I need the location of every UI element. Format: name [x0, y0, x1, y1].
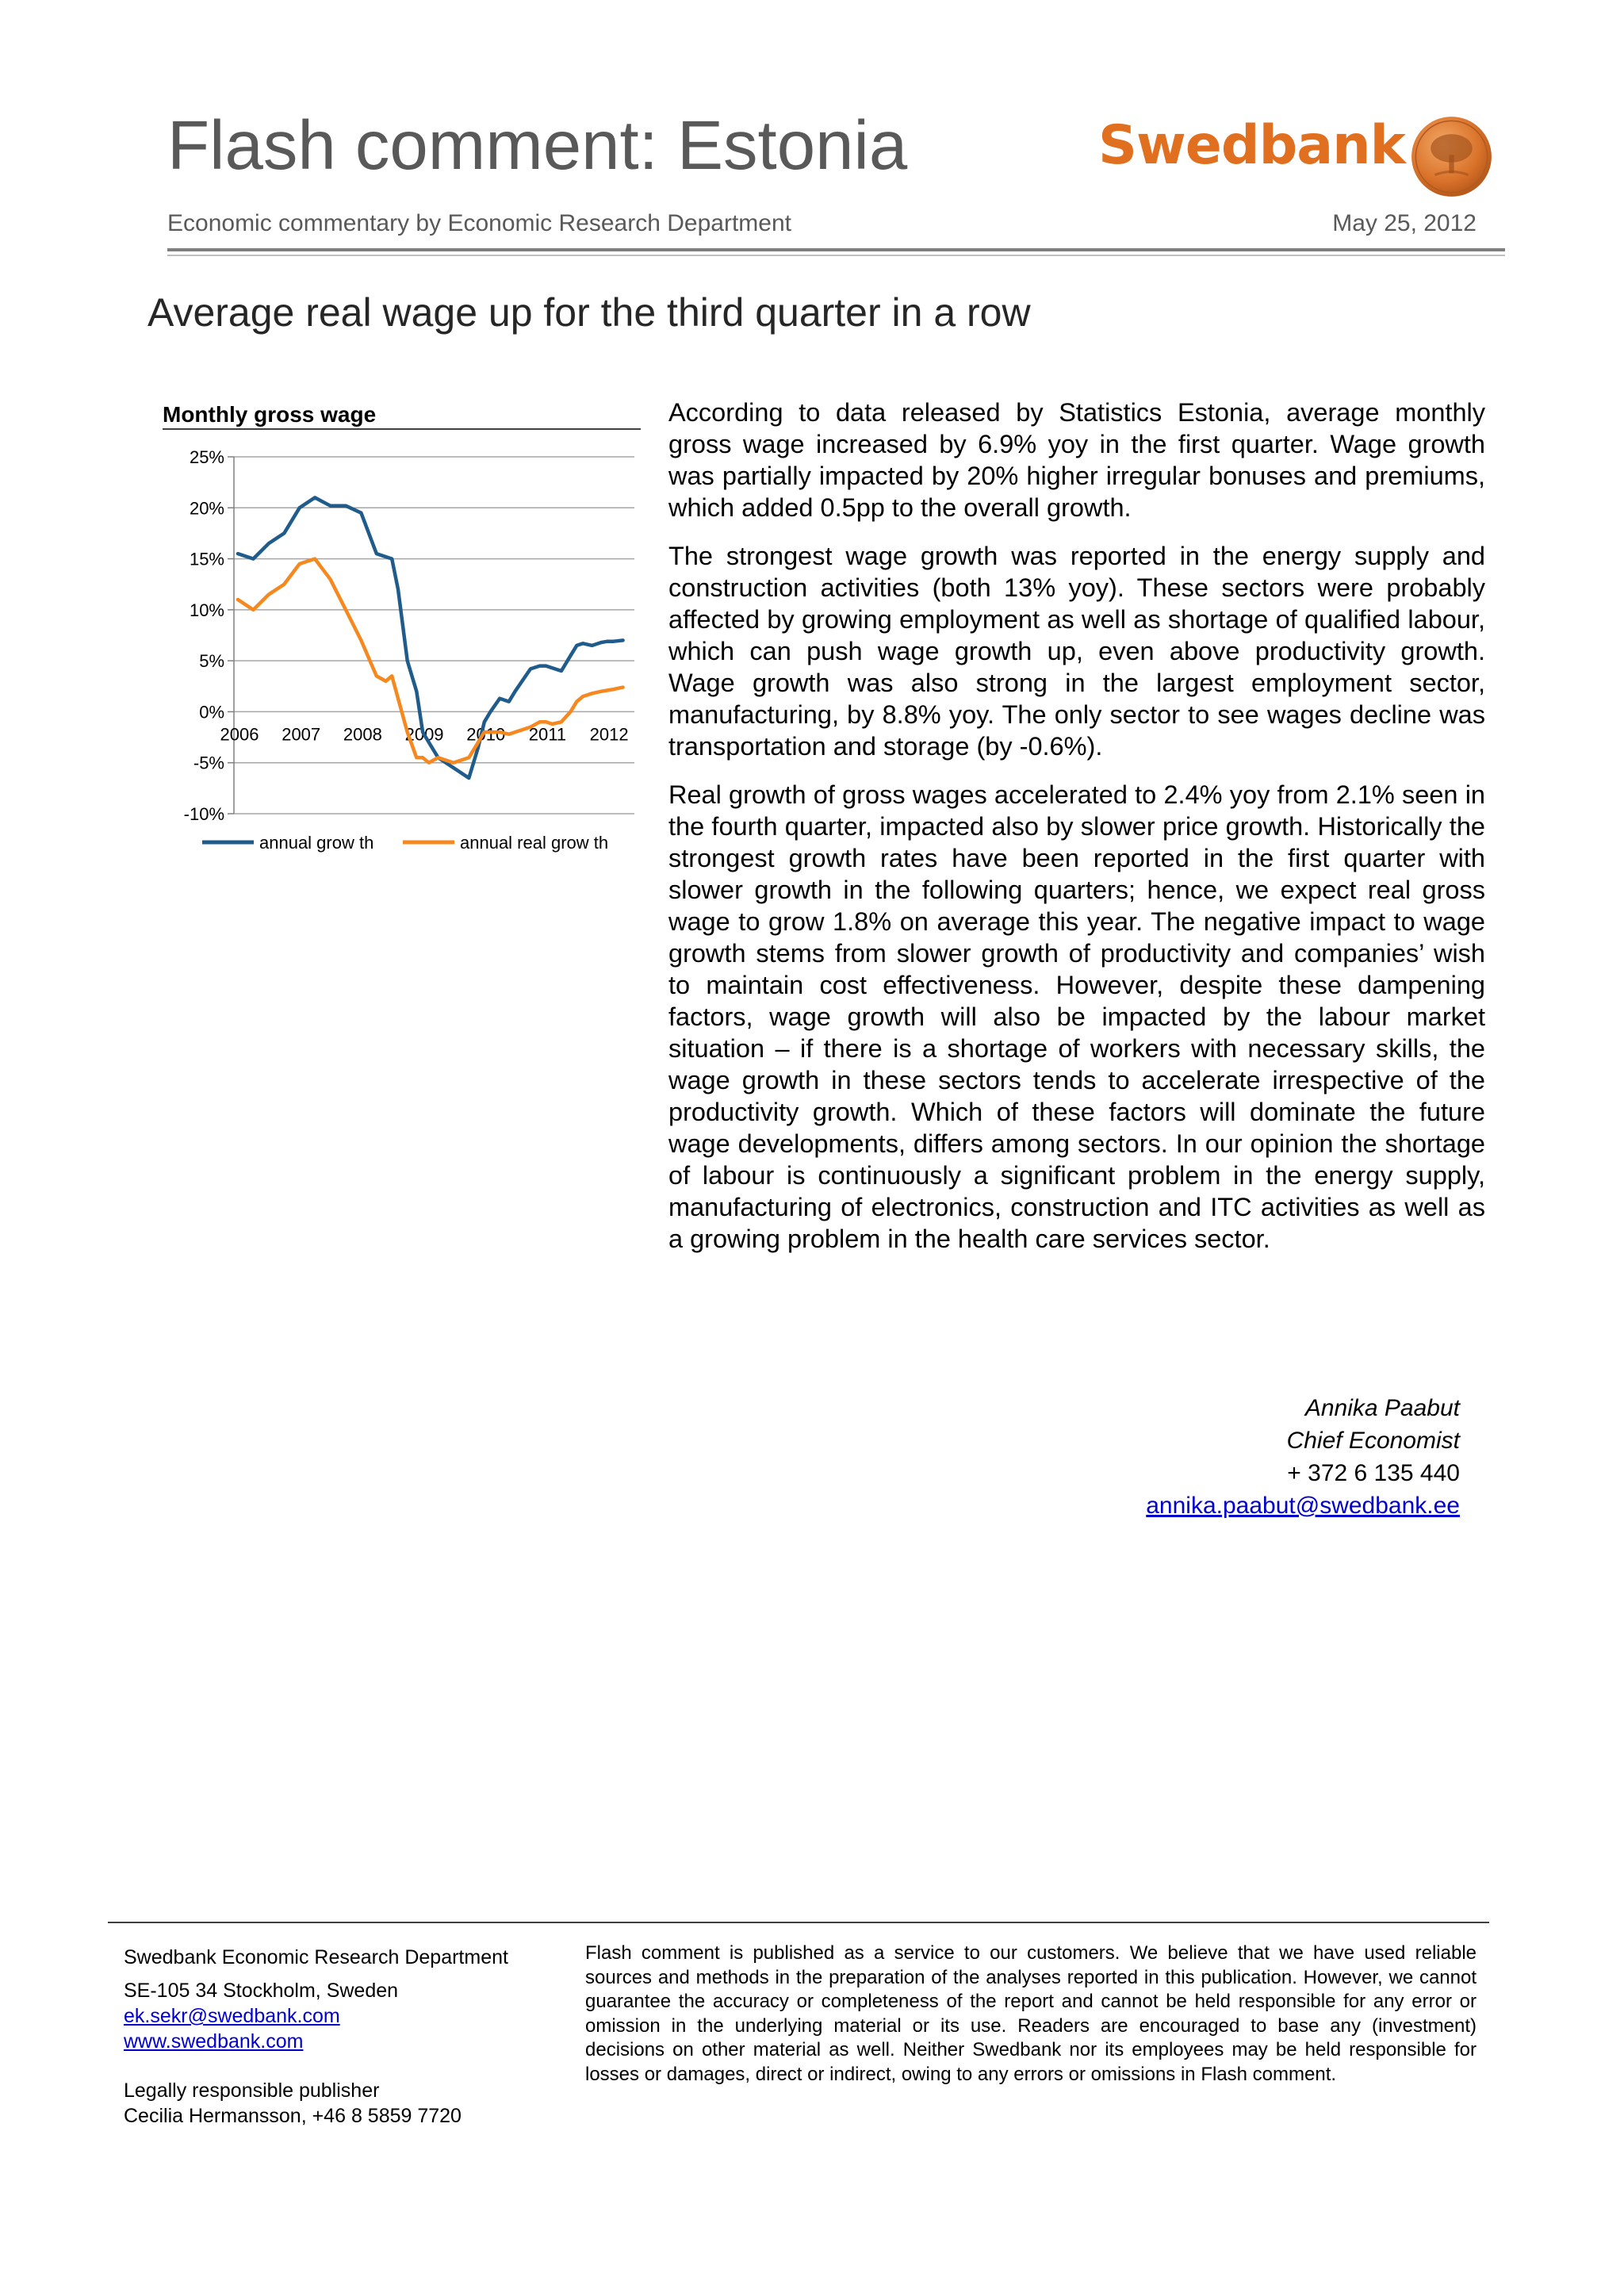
signature-block	[1146, 1392, 1460, 1522]
author-phone: + 372 6 135 440	[1287, 1460, 1460, 1486]
footer-publisher: Cecilia Hermansson, +46 8 5859 7720	[124, 2105, 462, 2127]
paragraph-3: Real growth of gross wages accelerated to 2.4% yoy from 2.1% seen in the fourth quarter, impacted also by slower price growth. Historically the strongest growth rates have been reported in the first quarter with slower growth in the following quarters; hence, we expect real gross wage to grow 1.8% on average this year. The negative impact to wage growth stems from slower growth of productivity and companies’ wish to maintain cost effectiveness. However, despite these dampening factors, wage growth will also be impacted by the labour market situation – if there is a shortage of workers with necessary skills, the wage growth in these sectors tends to accelerate irrespective of the productivity growth. Which of these factors will dominate the future wage developments, differs among sectors. In our opinion the shortage of labour is continuously a significant problem in the energy supply, manufacturing of electronics, construction and ITC activities as well as a growing problem in the health care services sector.	[668, 780, 1485, 1253]
footer-contact	[124, 1945, 508, 2129]
swedbank-oak-seal-icon	[1410, 115, 1493, 198]
wage-chart	[151, 397, 650, 872]
header-rule-thin	[167, 255, 1505, 256]
headline: Average real wage up for the third quarter in a row	[147, 290, 1031, 335]
y-tick-label: -5%	[193, 753, 224, 773]
header-rule	[167, 248, 1505, 251]
y-tick-label: 15%	[189, 549, 224, 569]
article-body	[668, 397, 1485, 1271]
subtitle: Economic commentary by Economic Research Department	[167, 210, 791, 236]
legend-label-annual-real-growth: annual real grow th	[460, 833, 609, 853]
chart-title: Monthly gross wage	[163, 402, 377, 427]
y-tick-label: -10%	[183, 804, 224, 824]
footer-email-link[interactable]: ek.sekr@swedbank.com	[124, 2005, 340, 2027]
footer-website-link[interactable]: www.swedbank.com	[124, 2030, 304, 2053]
x-tick-label: 2010	[466, 724, 506, 745]
x-tick-label: 2009	[404, 724, 444, 745]
report-title: Flash comment: Estonia	[167, 107, 908, 184]
report-date: May 25, 2012	[1332, 210, 1477, 236]
author-name: Annika Paabut	[1304, 1395, 1460, 1421]
x-tick-label: 2006	[220, 724, 259, 745]
x-tick-label: 2012	[589, 724, 629, 745]
footer-address: SE-105 34 Stockholm, Sweden	[124, 1980, 399, 2002]
footer-disclaimer: Flash comment is published as a service to our customers. We believe that we have used reliable sources and methods in the preparation of the analyses reported in this publication. However, we cannot guarantee the accuracy or completeness of the report and cannot be held responsible for any error or omission in the underlying material or its use. Readers are encouraged to base any (investment) decisions on other material as well. Neither Swedbank nor its employees may be held responsible for losses or damages, direct or indirect, owing to any errors or omissions in Flash comment.	[585, 1942, 1477, 2085]
legend-label-annual-growth: annual grow th	[259, 833, 374, 853]
x-tick-label: 2008	[343, 724, 382, 745]
y-tick-label: 5%	[199, 651, 224, 672]
y-tick-label: 10%	[189, 600, 224, 620]
footer-dept: Swedbank Economic Research Department	[124, 1946, 508, 1968]
x-tick-label: 2011	[528, 724, 567, 745]
paragraph-2: The strongest wage growth was reported in the energy supply and construction activities (both 13% yoy). These sectors were probably affected by growing employment as well as shortage of qualified labour, which can push wage growth up, even above productivity growth. Wage growth was also strong in the largest employment sector, manufacturing, by 8.8% yoy. The only sector to see wages decline was transportation and storage (by -0.6%).	[668, 542, 1485, 761]
y-tick-label: 20%	[189, 498, 224, 519]
x-tick-label: 2007	[282, 724, 321, 745]
footer-rule	[108, 1922, 1489, 1923]
author-email-link[interactable]: annika.paabut@swedbank.ee	[1146, 1493, 1460, 1519]
author-role: Chief Economist	[1286, 1428, 1460, 1454]
footer-publisher-label: Legally responsible publisher	[124, 2079, 380, 2102]
y-tick-label: 25%	[189, 447, 224, 467]
y-tick-label: 0%	[199, 702, 224, 723]
paragraph-1: According to data released by Statistics Estonia, average monthly gross wage increased by 6.9% yoy in the first quarter. Wage growth was partially impacted by 20% higher irregular bonuses and premiums, which added 0.5pp to the overall growth.	[668, 398, 1485, 522]
swedbank-logo: Swedbank	[1098, 114, 1405, 177]
